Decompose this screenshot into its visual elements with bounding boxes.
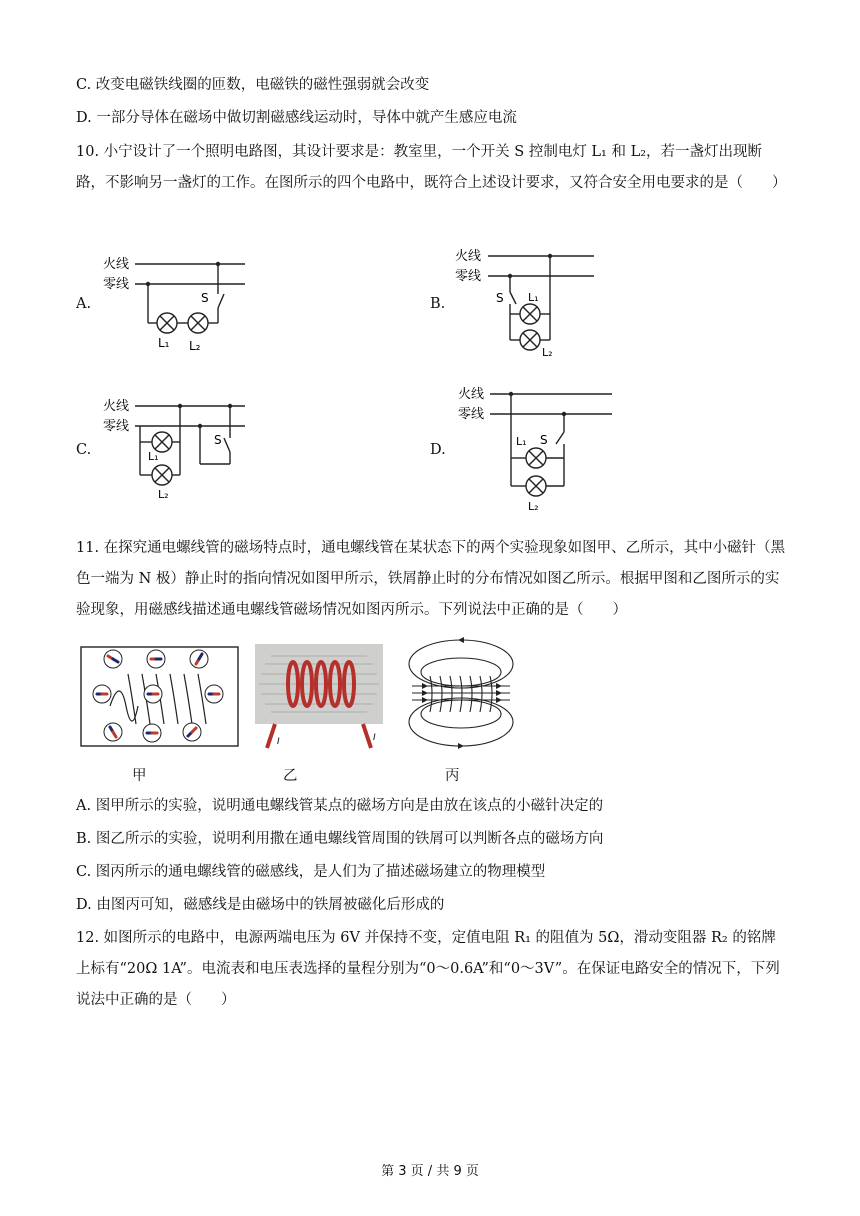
lamp1-label: L₁ (158, 336, 170, 350)
page-footer: 第 3 页 / 共 9 页 (381, 1164, 479, 1179)
q11-option-d: D. 由图丙可知，磁感线是由磁场中的铁屑被磁化后形成的 (76, 897, 445, 913)
q11-stem: 11. 在探究通电螺线管的磁场特点时，通电螺线管在某状态下的两个实验现象如图甲、乙所示，其中小磁针（黑色一端为 N 极）静止时的指向情况如图甲所示，铁屑静止时的分布情况如图乙所示。根据甲图和乙图所示的实验现象，用磁感线描述通电螺线管磁场情况如图丙所示。下列说法中正确的是（ ） (76, 540, 786, 618)
q11-option-b: B. 图乙所示的实验，说明利用撒在通电螺线管周围的铁屑可以判断各点的磁场方向 (76, 831, 604, 847)
q9-option-d: D. 一部分导体在磁场中做切割磁感线运动时，导体中就产生感应电流 (76, 110, 517, 126)
live-wire-label: 火线 (103, 257, 130, 272)
circuit-diagram-d (452, 378, 622, 514)
circuit-diagram-a (100, 250, 260, 360)
q10-label-a: A. (76, 296, 92, 312)
current-label: I (373, 733, 376, 743)
neutral-wire-label: 零线 (103, 419, 130, 434)
q10-stem: 10. 小宁设计了一个照明电路图，其设计要求是：教室里，一个开关 S 控制电灯 L₁ 和 L₂，若一盏灯出现断路，不影响另一盏灯的工作。在图所示的四个电路中，既符合上述设计要求，又符合安全用电要求的是（ ） (76, 144, 787, 191)
circuit-diagram-c (100, 392, 260, 504)
switch-label: S (496, 291, 504, 305)
live-wire-label: 火线 (103, 399, 130, 414)
lamp2-label: L₂ (158, 488, 169, 501)
neutral-wire-label: 零线 (458, 407, 485, 422)
lamp1-label: L₁ (148, 450, 159, 463)
switch-label: S (201, 291, 209, 305)
q11-option-a: A. 图甲所示的实验，说明通电螺线管某点的磁场方向是由放在该点的小磁针决定的 (76, 798, 604, 814)
figure-caption-yi: 乙 (283, 768, 298, 784)
lamp2-label: L₂ (189, 339, 201, 353)
lamp1-label: L₁ (516, 435, 527, 448)
figure-caption-bing: 丙 (445, 768, 460, 784)
figure-jia-compasses (80, 646, 240, 748)
q11-option-c: C. 图丙所示的通电螺线管的磁感线，是人们为了描述磁场建立的物理模型 (76, 864, 546, 880)
current-label: I (277, 737, 280, 747)
q10-label-b: B. (430, 296, 446, 312)
switch-label: S (214, 433, 222, 447)
q10-label-d: D. (430, 442, 446, 458)
figure-bing-field-lines (404, 636, 518, 750)
lamp1-label: L₁ (528, 291, 539, 304)
switch-label: S (540, 433, 548, 447)
figure-yi-iron-filings (255, 644, 383, 750)
q9-option-c: C. 改变电磁铁线圈的匝数，电磁铁的磁性强弱就会改变 (76, 77, 430, 93)
neutral-wire-label: 零线 (103, 277, 130, 292)
lamp2-label: L₂ (528, 500, 539, 513)
lamp2-label: L₂ (542, 346, 553, 359)
live-wire-label: 火线 (455, 249, 482, 264)
figure-caption-jia: 甲 (132, 768, 147, 784)
circuit-diagram-b (452, 244, 612, 364)
neutral-wire-label: 零线 (455, 269, 482, 284)
q12-stem: 12. 如图所示的电路中，电源两端电压为 6V 并保持不变，定值电阻 R₁ 的阻值为 5Ω，滑动变阻器 R₂ 的铭牌上标有“20Ω 1A”。电流表和电压表选择的量程分别为“0～0.6A”和“0～3V”。在保证电路安全的情况下，下列说法中正确的是（ ） (76, 930, 780, 1008)
live-wire-label: 火线 (458, 387, 485, 402)
q10-label-c: C. (76, 442, 92, 458)
